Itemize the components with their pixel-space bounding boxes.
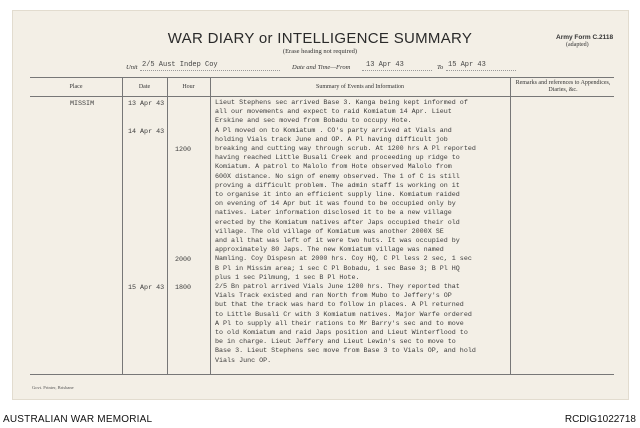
printer-note: Govt. Printer, Brisbane — [32, 385, 74, 390]
col-header-place: Place — [69, 84, 83, 90]
table-bottom-border — [30, 374, 614, 375]
summary-line: on evening of 14 Apr but it was found to be occupied only by — [215, 200, 456, 209]
summary-line: breaking and cutting way through scrub. At 1200 hrs A Pl reported — [215, 145, 476, 153]
summary-line: Vials Track existed and ran North from Mubo to Jeffery's OP — [215, 292, 452, 301]
col-divider-place — [122, 77, 123, 374]
date-to-line — [446, 70, 516, 71]
summary-line: 600X distance. No sign of enemy observed. The 1 of C is still — [215, 172, 460, 181]
summary-line: Erskine and sec moved from Bobadu to occupy Hote. — [215, 117, 412, 126]
date-label: Date and Time—From — [292, 64, 351, 71]
col-divider-date — [167, 77, 168, 374]
col-header-remarks: Remarks and references to Appendices, Diaries, &c. — [515, 80, 611, 93]
unit-value: 2/5 Aust Indep Coy — [142, 61, 218, 69]
col-divider-hour — [210, 77, 211, 374]
entry-date: 13 Apr 43 — [128, 100, 165, 108]
summary-line: erected by the Komiatum natives after Japs occupied their old — [215, 218, 460, 227]
entry-hour: 1800 — [175, 284, 192, 292]
diary-subtitle: (Erase heading not required) — [282, 48, 358, 55]
summary-line: natives. Later information disclosed it to be a new village — [215, 209, 452, 218]
entry-hour: 2000 — [175, 256, 192, 264]
summary-line: Komiatum. A patrol to Malolo from Hote observed Malolo from — [215, 163, 452, 172]
summary-line: proving a difficult problem. The admin staff is working on it — [215, 181, 460, 190]
summary-line: Vials Junc OP. — [215, 356, 272, 365]
summary-line: 2/5 Bn patrol arrived Vials June 1200 hrs. They reported that — [215, 283, 460, 291]
entry-date: 15 Apr 43 — [128, 284, 165, 292]
entry-place: MISSIM — [70, 100, 95, 108]
summary-line: to organise it into an efficient supply line. Komiatum raided — [215, 191, 460, 199]
header-bottom-border — [30, 96, 614, 97]
summary-line: approximately 80 Japs. The new Komiatum village was named — [215, 246, 444, 255]
summary-line: Namling. Coy Dispesn at 2000 hrs. Coy HQ, C Pl less 2 sec, 1 sec — [215, 255, 472, 264]
summary-line: having reached Little Busali Creek and proceeding up ridge to — [215, 154, 460, 163]
col-divider-summary — [510, 77, 511, 374]
summary-line: but that the track was hard to follow in places. A Pl returned — [215, 301, 464, 310]
summary-line: and all that was left of it were two huts. It was occupied by — [215, 237, 460, 245]
summary-line: A Pl to supply all their rations to Mr Barry's sec and to move — [215, 319, 464, 328]
summary-line: Lieut Stephens sec arrived Base 3. Kanga being kept informed of — [215, 99, 468, 107]
summary-line: holding Vials track June and OP. A Pl having difficult job — [215, 135, 448, 144]
diary-title: WAR DIARY or INTELLIGENCE SUMMARY — [167, 30, 473, 47]
table-top-border — [30, 77, 614, 78]
summary-line: village. The old village of Komiatum was another 2000X SE — [215, 227, 444, 236]
summary-line: plus 1 sec Pilmung, 1 sec B Pl Hote. — [215, 273, 360, 282]
summary-line: B Pl in Missim area; 1 sec C Pl Bobadu, 1 sec Base 3; B Pl HQ — [215, 264, 460, 273]
archive-name: AUSTRALIAN WAR MEMORIAL — [3, 414, 153, 425]
summary-line: be in charge. Lieut Jeffery and Lieut Lewin's sec to move to — [215, 338, 456, 347]
summary-line: A Pl moved on to Komiatum . CO's party arrived at Vials and — [215, 126, 452, 135]
col-header-hour: Hour — [182, 84, 195, 90]
summary-line: to old Komiatum and raid Japs position and Lieut Winterflood to — [215, 329, 468, 337]
archive-reference: RCDIG1022718 — [564, 414, 636, 425]
date-from-line — [362, 70, 432, 71]
unit-line — [140, 70, 280, 71]
date-to-label: To — [437, 64, 444, 71]
entry-date: 14 Apr 43 — [128, 128, 165, 136]
form-adapted: (adapted) — [566, 42, 589, 48]
col-header-summary: Summary of Events and Information — [316, 84, 404, 90]
summary-line: all our movements and expect to raid Komiatum 14 Apr. Lieut — [215, 108, 452, 117]
form-number: Army Form C.2118 — [556, 34, 614, 41]
summary-line: Base 3. Lieut Stephens sec move from Base 3 to Vials OP, and hold — [215, 347, 476, 356]
col-header-date: Date — [138, 84, 151, 90]
date-from-value: 13 Apr 43 — [366, 61, 404, 69]
unit-label: Unit — [126, 64, 138, 71]
summary-line: to Little Busali Cr with 3 Komiatum natives. Major Warfe ordered — [215, 310, 472, 319]
entry-hour: 1200 — [175, 146, 192, 154]
date-to-value: 15 Apr 43 — [448, 61, 486, 69]
